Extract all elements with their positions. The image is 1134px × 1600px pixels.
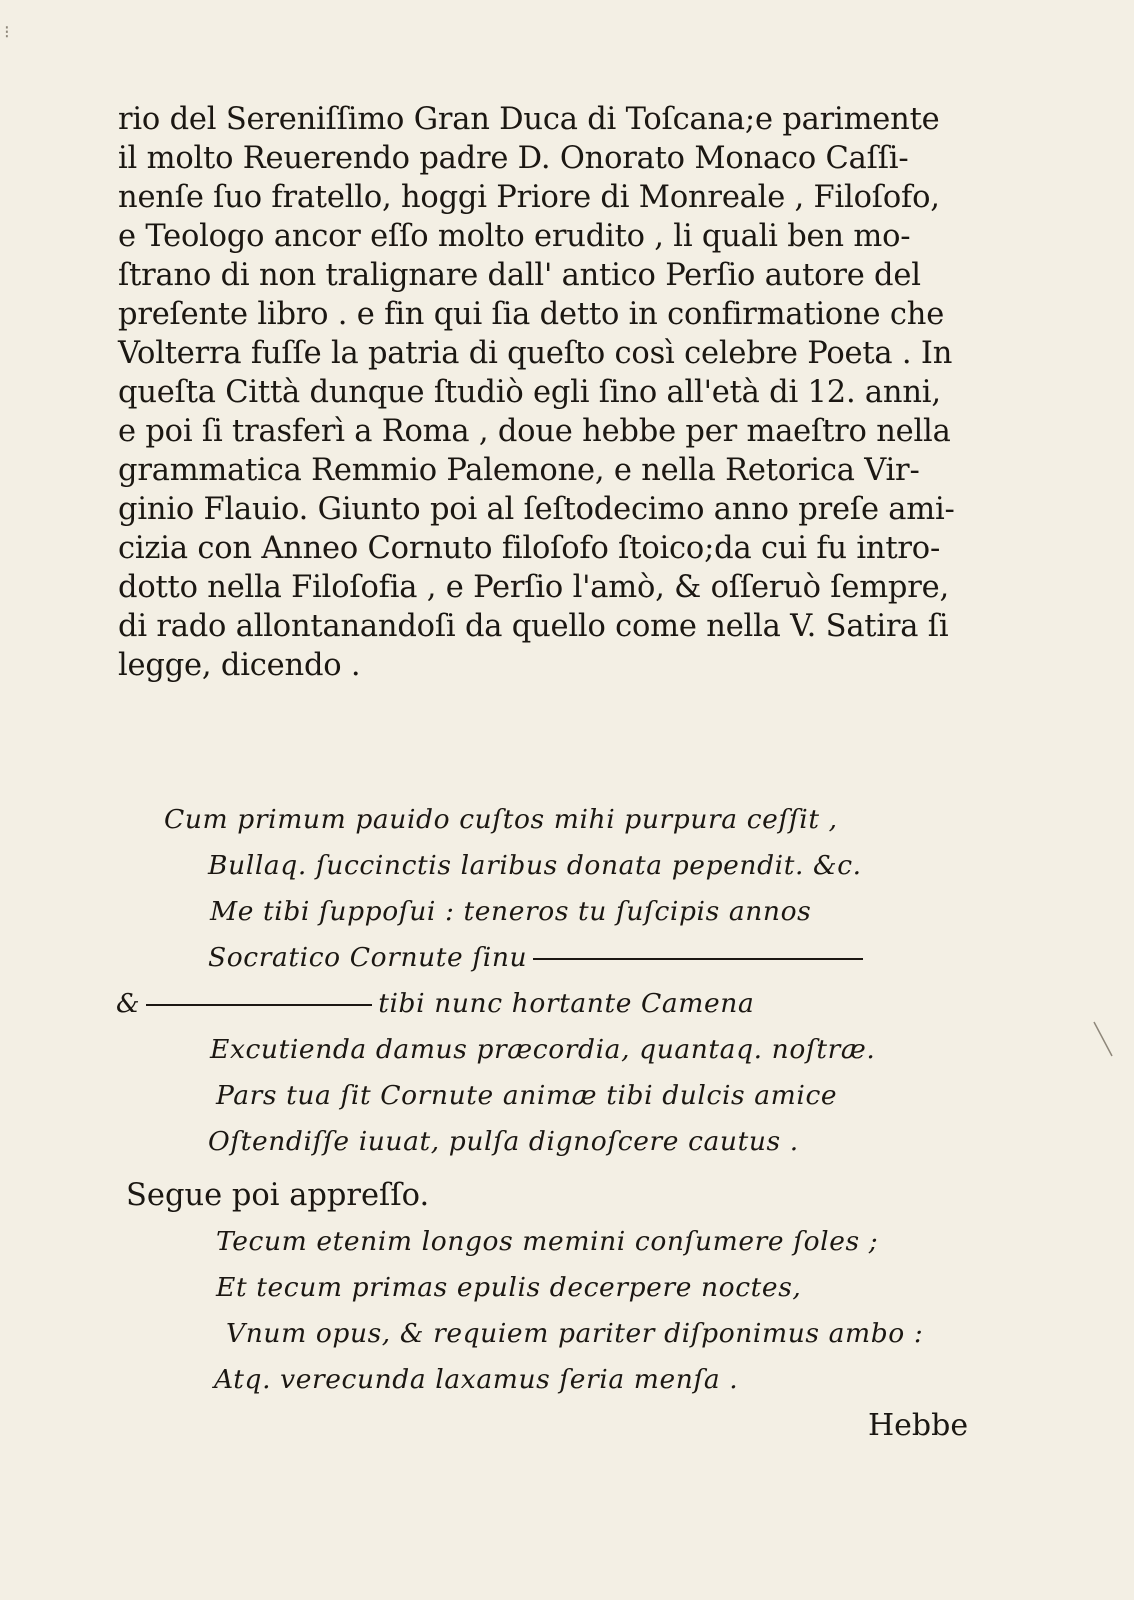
prose-line: grammatica Remmio Palemone, e nella Retorica Vir- <box>118 453 920 488</box>
prose-line: legge, dicendo . <box>118 648 361 683</box>
verse-line: Et tecum primas epulis decerpere noctes, <box>216 1272 802 1303</box>
prose-line: dotto nella Filoſofia , e Perſio l'amò, & oſſeruò ſempre, <box>118 570 949 605</box>
ampersand-glyph: & <box>116 988 141 1019</box>
prose-line: ſtrano di non tralignare dall' antico Perſio autore del <box>118 258 921 293</box>
verse-line: Bullaq. ſuccinctis laribus donata pependit. &c. <box>208 850 862 881</box>
prose-paragraph <box>118 100 1038 685</box>
prose-line: il molto Reuerendo padre D. Onorato Monaco Caſſi- <box>118 141 909 176</box>
omission-rule <box>146 1004 372 1006</box>
margin-speck-icon: ⁝ <box>4 22 10 43</box>
omission-rule <box>533 958 863 960</box>
verse-line: Excutienda damus præcordia, quantaq. noſtræ. <box>210 1034 876 1065</box>
verse-line: Atq. verecunda laxamus ſeria menſa . <box>214 1364 739 1395</box>
verse-line-text: Socratico Cornute ſinu <box>208 942 528 973</box>
prose-line: nenſe ſuo fratello, hoggi Priore di Monreale , Filoſofo, <box>118 180 940 215</box>
catchword: Hebbe <box>868 1408 969 1443</box>
prose-line: queſta Città dunque ſtudiò egli ſino all'età di 12. anni, <box>118 375 941 410</box>
prose-line: di rado allontanandoſi da quello come nella V. Satira ſi <box>118 609 949 644</box>
verse-line <box>116 984 754 1024</box>
verse-line: Vnum opus, & requiem pariter diſponimus ambo : <box>226 1318 924 1349</box>
prose-line: preſente libro . e fin qui ſia detto in confirmatione che <box>118 297 945 332</box>
prose-line: rio del Sereniſſimo Gran Duca di Toſcana;e parimente <box>118 102 940 137</box>
verse-line: Me tibi ſuppoſui : teneros tu ſuſcipis annos <box>210 896 812 927</box>
verse-line: Tecum etenim longos memini conſumere ſoles ; <box>216 1226 879 1257</box>
verse-line-text: tibi nunc hortante Camena <box>378 988 755 1019</box>
prose-line: e poi ſi trasferì a Roma , doue hebbe per maeſtro nella <box>118 414 951 449</box>
prose-line: Volterra fuſſe la patria di queſto così celebre Poeta . In <box>118 336 953 371</box>
verse-line <box>208 938 869 978</box>
verse-line: Oſtendiſſe iuuat, pulſa dignoſcere cautus . <box>208 1126 799 1157</box>
prose-line: ginio Flauio. Giunto poi al ſeſtodecimo anno preſe ami- <box>118 492 955 527</box>
verse-line: Pars tua ſit Cornute animæ tibi dulcis amice <box>216 1080 838 1111</box>
margin-stroke-icon <box>1092 1020 1116 1060</box>
prose-line: e Teologo ancor eſſo molto erudito , li quali ben mo- <box>118 219 911 254</box>
verse-line: Cum primum pauido cuſtos mihi purpura ceſſit , <box>164 804 838 835</box>
prose-line: cizia con Anneo Cornuto filoſofo ſtoico;da cui fu intro- <box>118 531 941 566</box>
transition-text: Segue poi appreſſo. <box>126 1178 430 1213</box>
